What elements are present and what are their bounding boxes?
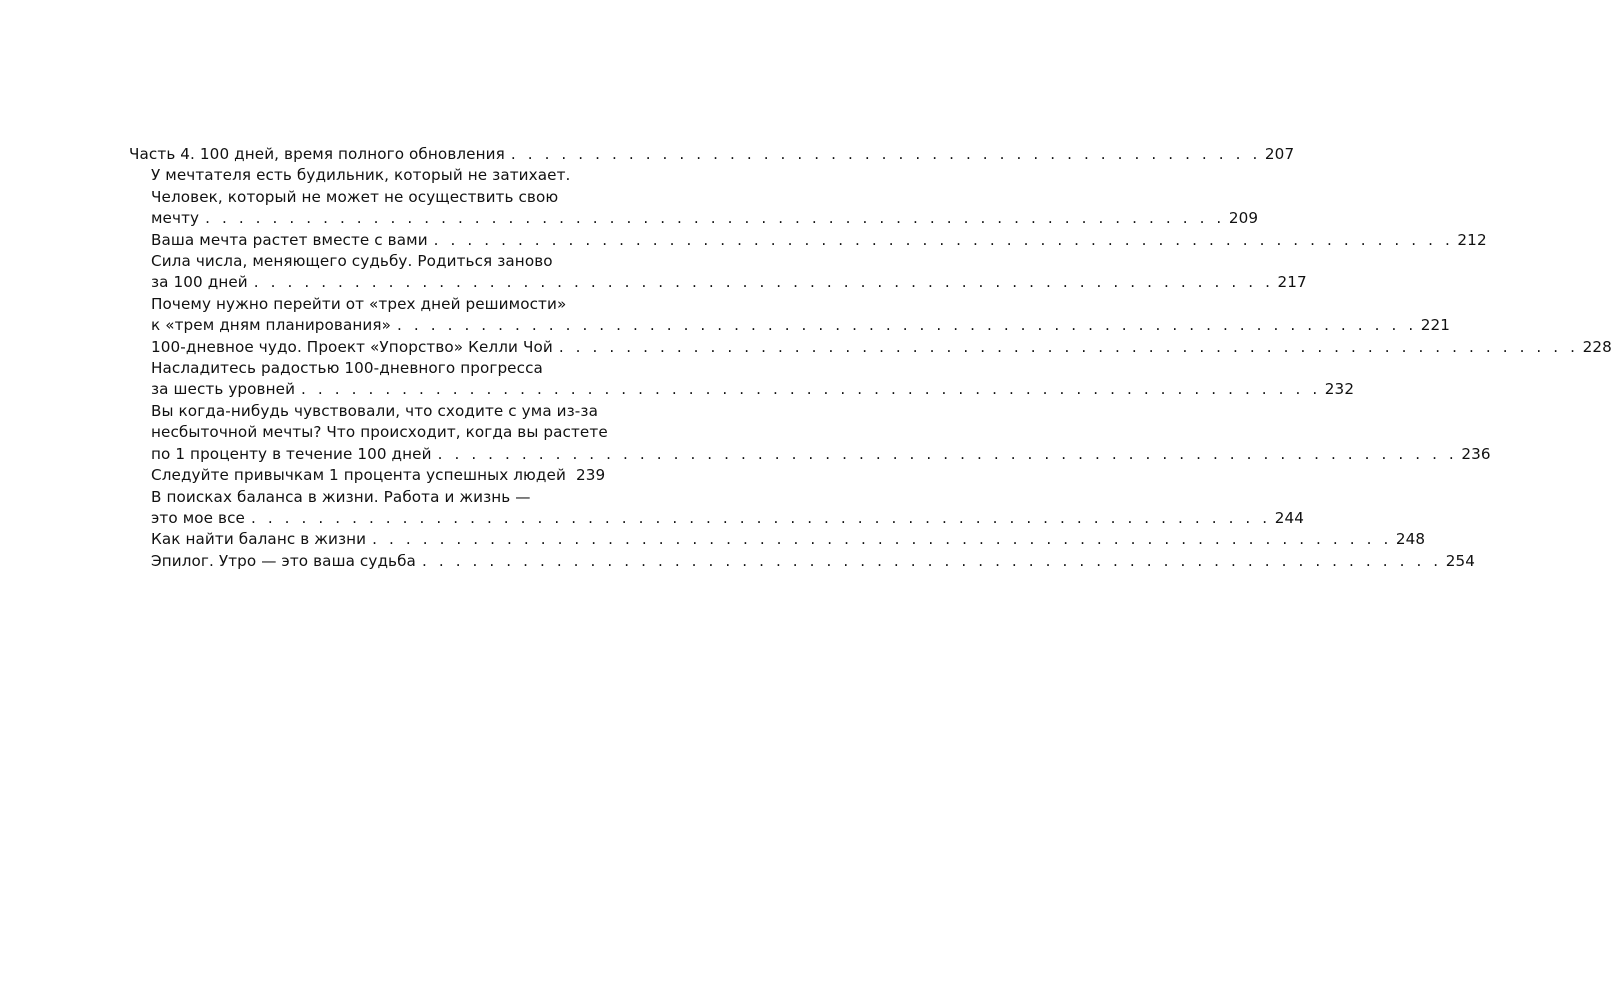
- toc-entry-line: [151, 272, 1307, 293]
- dot-leader: . . . . . . . . . . . . . . . . . . . . . . . . . . . . . . . . . . . . . . . . . . . . . . . . . . . . . . . . . . . . .: [301, 380, 1321, 399]
- toc-entry[interactable]: [129, 230, 1487, 251]
- toc-entry[interactable]: [129, 165, 1259, 229]
- toc-entry-title: 100-дневное чудо. Проект «Упорство» Келли Чой: [151, 337, 553, 356]
- toc-entry[interactable]: [129, 251, 1307, 294]
- toc-entry-title: В поисках баланса в жизни. Работа и жизнь —: [151, 487, 531, 506]
- toc-entry-title: Следуйте привычкам 1 процента успешных людей: [151, 466, 566, 485]
- toc-entry-line: [151, 551, 1476, 572]
- toc-entry-title: Эпилог. Утро — это ваша судьба: [151, 551, 416, 570]
- toc-entry[interactable]: [129, 358, 1355, 401]
- toc-entry-title: Сила числа, меняющего судьбу. Родиться заново: [151, 252, 553, 271]
- table-of-contents: [129, 144, 1612, 572]
- toc-entry-line: [151, 315, 1451, 336]
- toc-part-entry[interactable]: [129, 144, 1295, 165]
- dot-leader: . . . . . . . . . . . . . . . . . . . . . . . . . . . . . . . . . . . . . . . . . . . . . . . . . . . . . . . . . . . . .: [421, 551, 1442, 570]
- dot-leader: . . . . . . . . . . . . . . . . . . . . . . . . . . . . . . . . . . . . . . . . . . . . . . . . . . . . . . . . . . . . .: [205, 209, 1225, 228]
- toc-page-number: 244: [1274, 508, 1305, 527]
- toc-entry[interactable]: [129, 337, 1612, 358]
- toc-page-number: 232: [1324, 380, 1355, 399]
- toc-entry-line: [129, 144, 1295, 165]
- dot-leader: . . . . . . . . . . . . . . . . . . . . . . . . . . . . . . . . . . . . . . . . . . . . . . . . . . . . . . . . . . . . .: [253, 273, 1274, 292]
- toc-page-number: 236: [1461, 444, 1491, 463]
- dot-leader: . . . . . . . . . . . . . . . . . . . . . . . . . . . . . . . . . . . . . . . . . . . . . . . . . . . . . . . . . . . . .: [372, 530, 1392, 549]
- toc-entry-line: [151, 337, 1612, 358]
- toc-entry[interactable]: [129, 401, 1491, 465]
- dot-leader: . . . . . . . . . . . . . . . . . . . . . . . . . . . . . . . . . . . . . . . . . . . . . . . . . . . . . . . . . . . . .: [397, 316, 1417, 335]
- toc-page-number: 209: [1228, 209, 1259, 228]
- toc-entry-title: Часть 4. 100 дней, время полного обновления: [129, 145, 505, 163]
- toc-entry-title: по 1 проценту в течение 100 дней: [151, 444, 432, 463]
- toc-entry-line: [151, 208, 1259, 229]
- toc-entry-line: [151, 379, 1355, 400]
- toc-entry-title: несбыточной мечты? Что происходит, когда вы растете: [151, 423, 608, 442]
- toc-entry-title: У мечтателя есть будильник, который не затихает.: [151, 166, 571, 185]
- toc-entry-title: за 100 дней: [151, 273, 248, 292]
- toc-page-number: 228: [1582, 337, 1612, 356]
- toc-entry-line: [151, 508, 1305, 529]
- toc-page-number: 207: [1264, 145, 1295, 163]
- toc-page-number: 254: [1445, 551, 1476, 570]
- toc-entry[interactable]: [129, 465, 604, 486]
- toc-page-number: 221: [1420, 316, 1451, 335]
- toc-entry-title: Вы когда-нибудь чувствовали, что сходите с ума из-за: [151, 401, 598, 420]
- toc-entry-title: к «трем дням планирования»: [151, 316, 392, 335]
- toc-entry-title: мечту: [151, 209, 200, 228]
- dot-leader: . . . . . . . . . . . . . . . . . . . . . . . . . . . . . . . . . . . . . . . . . . . . . . . . . . . . . . . . . . . . .: [433, 230, 1454, 249]
- dot-leader: . . . . . . . . . . . . . . . . . . . . . . . . . . . . . . . . . . . . . . . . . . . . . . . . . . . . . . . . . . . . .: [558, 337, 1579, 356]
- toc-entry-title: Человек, который не может не осуществить свою: [151, 187, 559, 206]
- toc-entry-title: это мое все: [151, 508, 245, 527]
- toc-entry-line: [151, 465, 604, 486]
- dot-leader: . . . . . . . . . . . . . . . . . . . . . . . . . . . . . . . . . . . . . . . . . . . . . . . . . . . . . . . . . . . . .: [437, 444, 1458, 463]
- toc-page-number: 239: [575, 466, 606, 485]
- toc-page-number: 217: [1277, 273, 1307, 292]
- dot-leader: . . . . . . . . . . . . . . . . . . . . . . . . . . . . . . . . . . . . . . . . . . . . .: [510, 145, 1261, 163]
- toc-entry-title: за шесть уровней: [151, 380, 296, 399]
- toc-page-number: 212: [1457, 230, 1487, 249]
- toc-entry-title: Насладитесь радостью 100-дневного прогресса: [151, 359, 543, 378]
- toc-entry-title: Как найти баланс в жизни: [151, 530, 367, 549]
- toc-entry-title: Ваша мечта растет вместе с вами: [151, 230, 428, 249]
- toc-entry[interactable]: [129, 487, 1305, 530]
- toc-entry[interactable]: [129, 551, 1476, 572]
- toc-entry-line: [151, 230, 1487, 251]
- toc-entry-line: [151, 444, 1491, 465]
- toc-page-number: 248: [1395, 530, 1426, 549]
- toc-entry-line: [151, 529, 1426, 550]
- toc-entry[interactable]: [129, 529, 1426, 550]
- toc-entry-title: Почему нужно перейти от «трех дней решимости»: [151, 294, 567, 313]
- toc-entry[interactable]: [129, 294, 1451, 337]
- dot-leader: . . . . . . . . . . . . . . . . . . . . . . . . . . . . . . . . . . . . . . . . . . . . . . . . . . . . . . . . . . . . .: [250, 508, 1271, 527]
